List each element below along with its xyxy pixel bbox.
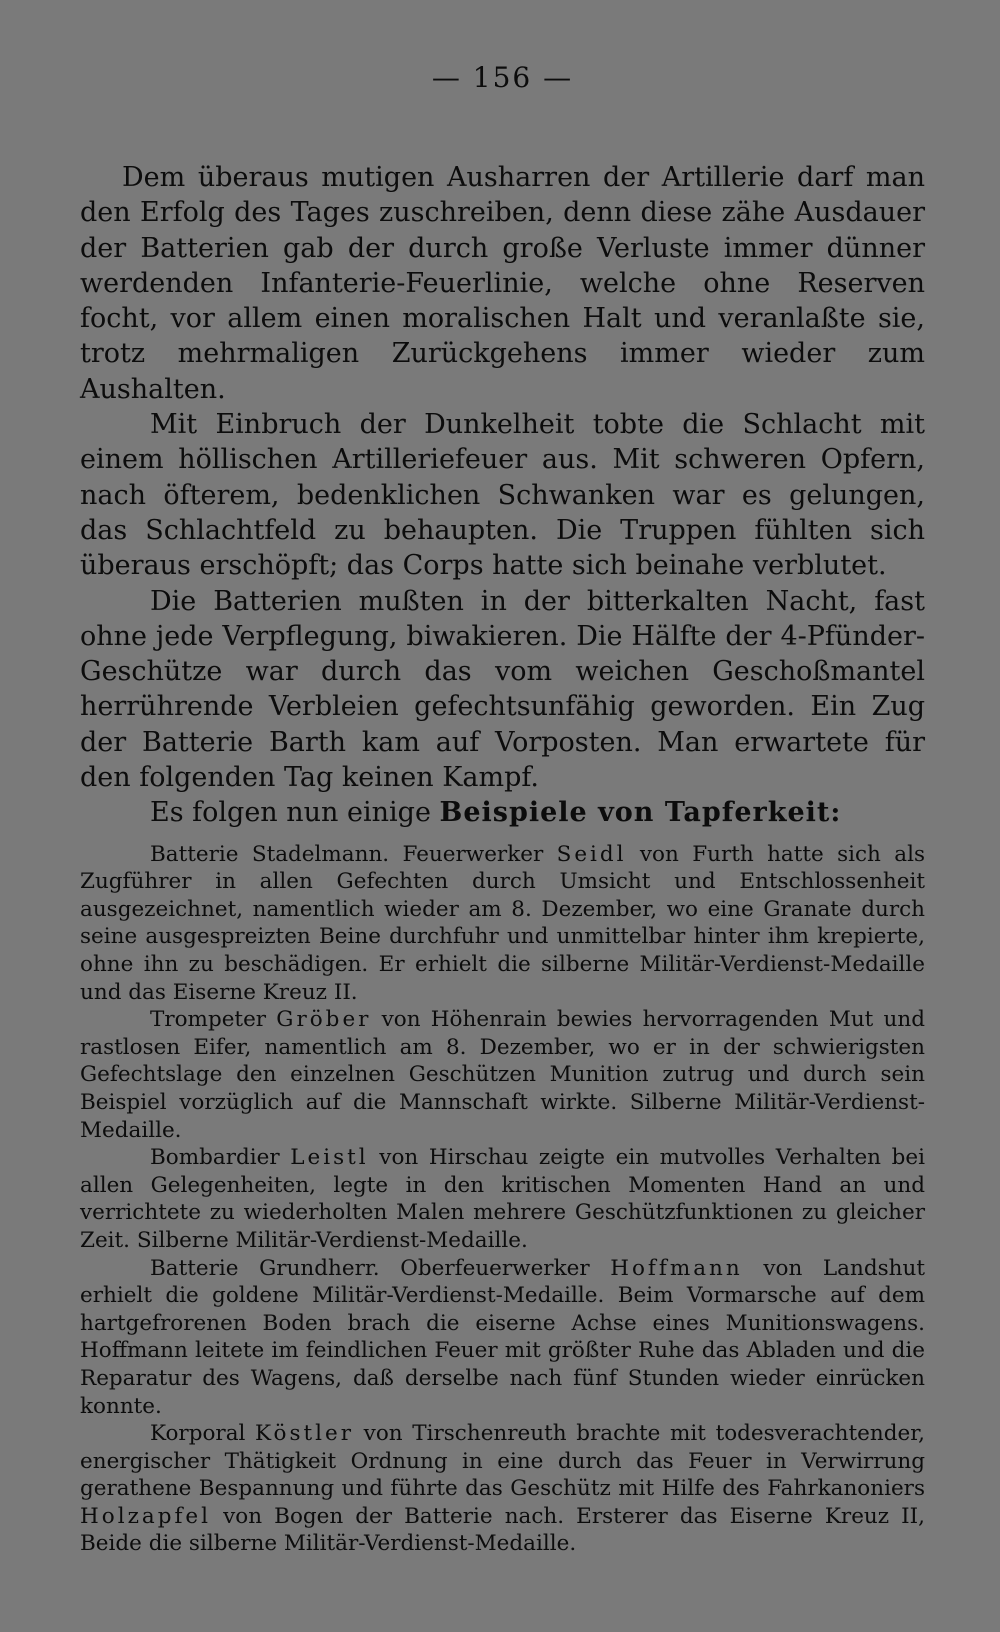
examples-heading xyxy=(80,795,925,830)
example-person-name: Holzapfel xyxy=(80,1503,212,1529)
example-text: Trompeter xyxy=(150,1007,277,1033)
example-seidl xyxy=(80,841,925,1007)
paragraph-bivouac: Die Batterien mußten in der bitterkalten Nacht, fast ohne jede Verpflegung, biwakieren. Die Hälfte der 4-Pfünder-Geschütze war durch das vom weichen Geschoßmantel herrührende Verbleien gefechtsunfähig geworden. Ein Zug der Batterie Barth kam auf Vorposten. Man erwartete für den folgenden Tag keinen Kampf. xyxy=(80,585,925,794)
example-text: Korporal xyxy=(150,1421,256,1447)
examples-heading-emphasis: Beispiele von Tapferkeit: xyxy=(439,797,842,829)
example-text: von Landshut erhielt die goldene Militär-Verdienst-Medaille. Beim Vormarsche auf dem hartgefrorenen Boden brach die eiserne Achse eines Munitionswagens. Hoffmann leitete im feindlichen Feuer mit größter Ruhe das Abladen und die Reparatur des Wagens, daß derselbe nach fünf Stunden wieder einrücken konnte. xyxy=(80,1255,925,1419)
example-text: Bombardier xyxy=(150,1145,291,1171)
example-text: von Hirschau zeigte ein mutvolles Verhalten bei allen Gelegenheiten, legte in den kritischen Momenten Hand an und verrichtete zu wiederholten Malen mehrere Geschützfunktionen zu gleicher Zeit. Silberne Militär-Verdienst-Medaille. xyxy=(80,1145,925,1253)
main-text xyxy=(80,160,925,831)
paragraph-artillery-endurance: Dem überaus mutigen Ausharren der Artillerie darf man den Erfolg des Tages zuschreiben, denn diese zähe Ausdauer der Batterien gab der durch große Verluste immer dünner werdenden Infanterie-Feuerlinie, welche ohne Reserven focht, vor allem einen moralischen Halt und veranlaßte sie, trotz mehrmaligen Zurückgehens immer wieder zum Aushalten. xyxy=(80,162,925,405)
example-text: von Bogen der Batterie nach. Ersterer das Eiserne Kreuz II, Beide die silberne Militär-Verdienst-Medaille. xyxy=(80,1503,925,1557)
example-person-name: Seidl xyxy=(556,841,627,867)
example-person-name: Hoffmann xyxy=(610,1255,743,1281)
example-text: Batterie Stadelmann. Feuerwerker xyxy=(150,841,557,867)
example-person-name: Leistl xyxy=(290,1145,369,1171)
paragraph-nightfall: Mit Einbruch der Dunkelheit tobte die Schlacht mit einem höllischen Artilleriefeuer aus. Mit schweren Opfern, nach öfterem, bedenklichen Schwanken war es gelungen, das Schlachtfeld zu behaupten. Die Truppen fühlten sich überaus erschöpft; das Corps hatte sich beinahe verblutet. xyxy=(80,409,925,582)
example-hoffmann xyxy=(80,1255,925,1421)
example-text: von Höhenrain bewies hervorragenden Mut und rastlosen Eifer, namentlich am 8. Dezember, wo er in der schwierigsten Gefechtslage den einzelnen Geschützen Munition zutrug und durch sein Beispiel vorzüglich auf die Mannschaft wirkte. Silberne Militär-Verdienst-Medaille. xyxy=(80,1007,925,1143)
example-groeber xyxy=(80,1006,925,1144)
page-number: — 156 — xyxy=(431,61,574,94)
example-text: Batterie Grundherr. Oberfeuerwerker xyxy=(150,1255,611,1281)
example-koestler xyxy=(80,1420,925,1558)
example-text: von Furth hatte sich als Zugführer in allen Gefechten durch Umsicht und Entschlossenheit ausgezeichnet, namentlich wieder am 8. Dezember, wo eine Granate durch seine ausgespreizten Beine durchfuhr und unmittelbar hinter ihm krepierte, ohne ihn zu beschädigen. Er erhielt die silberne Militär-Verdienst-Medaille und das Eiserne Kreuz II. xyxy=(80,841,925,1005)
example-text: von Tirschenreuth brachte mit todesverachtender, energischer Thätigkeit Ordnung in eine durch das Feuer in Verwirrung gerathene Bespannung und führte das Geschütz mit Hilfe des Fahrkanoniers xyxy=(80,1421,925,1502)
examples-list xyxy=(80,841,925,1558)
example-leistl xyxy=(80,1144,925,1254)
example-person-name: Gröber xyxy=(276,1007,372,1033)
example-person-name: Köstler xyxy=(255,1421,355,1447)
examples-heading-prefix: Es folgen nun einige xyxy=(150,797,440,829)
